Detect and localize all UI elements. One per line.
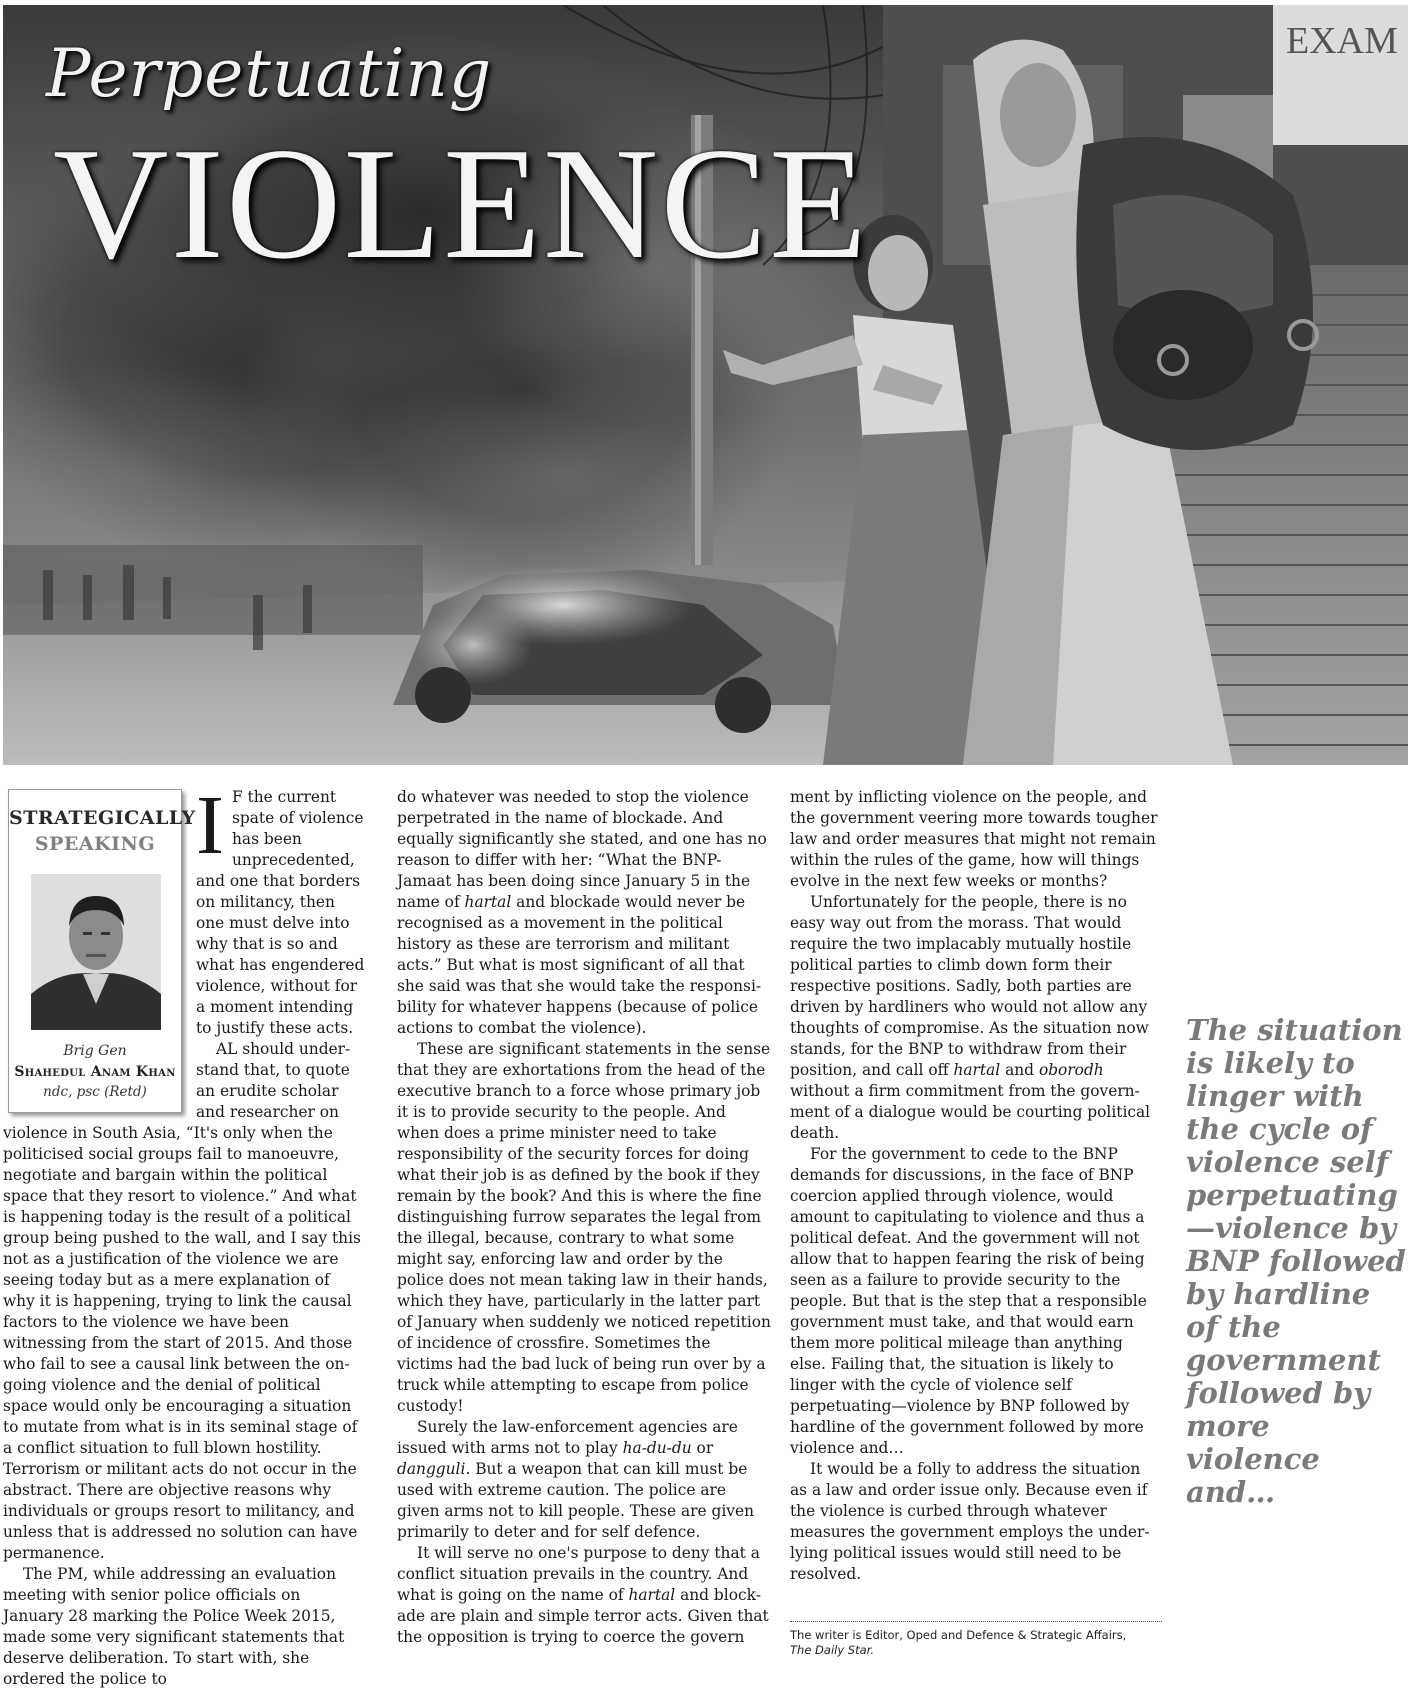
column-label-strategically: STRATEGICALLY bbox=[9, 807, 196, 829]
pull-quote: The situation is likely to linger with the cycle of violence self perpetuating—violence by BNP followed by hardline of the government followed by more violence and… bbox=[1186, 1013, 1406, 1509]
paragraph-9: It would be a folly to address the situation as a law and order issue only. Because even if the violence is curbed through whatever measures the government employs the underlying political issues would still need to be resolved. bbox=[790, 1460, 1150, 1583]
hero-photo bbox=[3, 5, 1408, 765]
paragraph-3b: do whatever was needed to stop the violence perpetrated in the name of blockade. And equally significantly she stated, and one has no reason to differ with her: “What the BNP-Jamaat has been doing since January 5 in the name of hartal and blockade would never be recognised as a movement in the political history as these are terrorism and militant acts.” But what is most significant of all that she said was that she would take the responsibility for whatever happens (because of police actions to combat the violence). bbox=[397, 788, 767, 1037]
headline-violence: VIOLENCE bbox=[53, 114, 869, 292]
paragraph-3a: The PM, while addressing an evaluation meeting with senior police officials on January 28 marking the Police Week 2015, made some very significant statements that deserve deliberation. To start with, she ordered the police to bbox=[3, 1565, 345, 1688]
article-column-3 bbox=[790, 787, 1162, 1585]
author-footnote bbox=[790, 1621, 1162, 1658]
author-box bbox=[8, 789, 196, 1113]
column-label-speaking: SPEAKING bbox=[34, 833, 156, 855]
paragraph-5: Surely the law-enforcement agencies are issued with arms not to play ha-du-du or dangguli. But a weapon that can kill must be used with extreme caution. The police are given arms not to kill people. These are given primarily to deter and for self defence. bbox=[397, 1418, 754, 1541]
paragraph-2: AL should understand that, to quote an erudite scholar and researcher on violence in South Asia, “It's only when the politicised social groups fail to manoeuvre, negotiate and bargain within the political space that they resort to violence.” And what is happening today is the result of a political group being pushed to the wall, and I say this not as a justification of the violence we are seeing today but as a mere explanation of why it is happening, trying to link the causal factors to the violence we have been witnessing from the start of 2015. And those who fail to see a causal link between the on-going violence and the denial of political space would only be encouraging a situation to mutate from what is in its seminal stage of a conflict situation to full blown hostility. Terrorism or militant acts do not occur in the abstract. There are objective reasons why individuals or groups resort to militancy, and unless that is addressed no solution can have permanence. bbox=[3, 1040, 361, 1562]
paragraph-6a: It will serve no one's purpose to deny that a conflict situation prevails in the country. And what is going on the name of hartal and blockade are plain and simple terror acts. Given that the opposition is trying to coerce the govern bbox=[397, 1544, 769, 1646]
exam-sign-text: EXAM bbox=[1286, 20, 1398, 62]
footnote-line-2: The Daily Star. bbox=[790, 1643, 874, 1657]
author-photo bbox=[31, 874, 161, 1030]
article-column-2 bbox=[397, 787, 771, 1648]
paragraph-8: For the government to cede to the BNP demands for discussions, in the face of BNP coercion applied through violence, would amount to capitulating to violence and thus a political defeat. And the government will not allow that to happen fearing the risk of being seen as a failure to provide security to the people. But that is the step that a responsible government must take, and that would earn them more political mileage than anything else. Failing that, the situation is likely to linger with the cycle of violence self perpetuating—violence by BNP followed by hardline of the government followed by more violence and… bbox=[790, 1145, 1147, 1457]
footnote-line-1: The writer is Editor, Oped and Defence & Strategic Affairs, bbox=[790, 1628, 1127, 1642]
author-name: Shahedul Anam Khan bbox=[14, 1064, 176, 1080]
author-title: Brig Gen bbox=[63, 1043, 127, 1059]
author-credentials: ndc, psc (Retd) bbox=[43, 1084, 147, 1100]
paragraph-6b: ment by inflicting violence on the people, and the government veering more towards tougher law and order measures that might not remain within the rules of the game, how will things evolve in the next few weeks or months? bbox=[790, 788, 1158, 890]
paragraph-7: Unfortunately for the people, there is no easy way out from the morass. That would require the two implacably mutually hostile political parties to climb down form their respective positions. Sadly, both parties are driven by hardliners who would not allow any thoughts of compromise. As the situation now stands, for the BNP to withdraw from their position, and call off hartal and oborodh without a firm commitment from the government of a dialogue would be courting political death. bbox=[790, 893, 1151, 1142]
headline-perpetuating: Perpetuating bbox=[46, 35, 493, 112]
drop-cap: I bbox=[196, 779, 224, 872]
paragraph-4: These are significant statements in the sense that they are exhortations from the head of the executive branch to a force whose primary job it is to provide security to the people. And when does a prime minister need to take responsibility of the security forces for doing what their job is as defined by the book if they remain by the book? And this is where the fine distinguishing furrow separates the legal from the illegal, because, contrary to what some might say, enforcing law and order by the police does not mean taking law in their hands, which they have, particularly in the latter part of January when suddenly we noticed repetition of incidence of crossfire. Sometimes the victims had the bad luck of being run over by a truck while attempting to escape from police custody! bbox=[397, 1040, 771, 1415]
article-column-1 bbox=[3, 779, 365, 1690]
paragraph-1: F the current spate of violence has been unprecedented, and one that borders on militancy, then one must delve into why that is so and what has engendered violence, without for a moment intending to justify these acts. bbox=[196, 788, 365, 1037]
